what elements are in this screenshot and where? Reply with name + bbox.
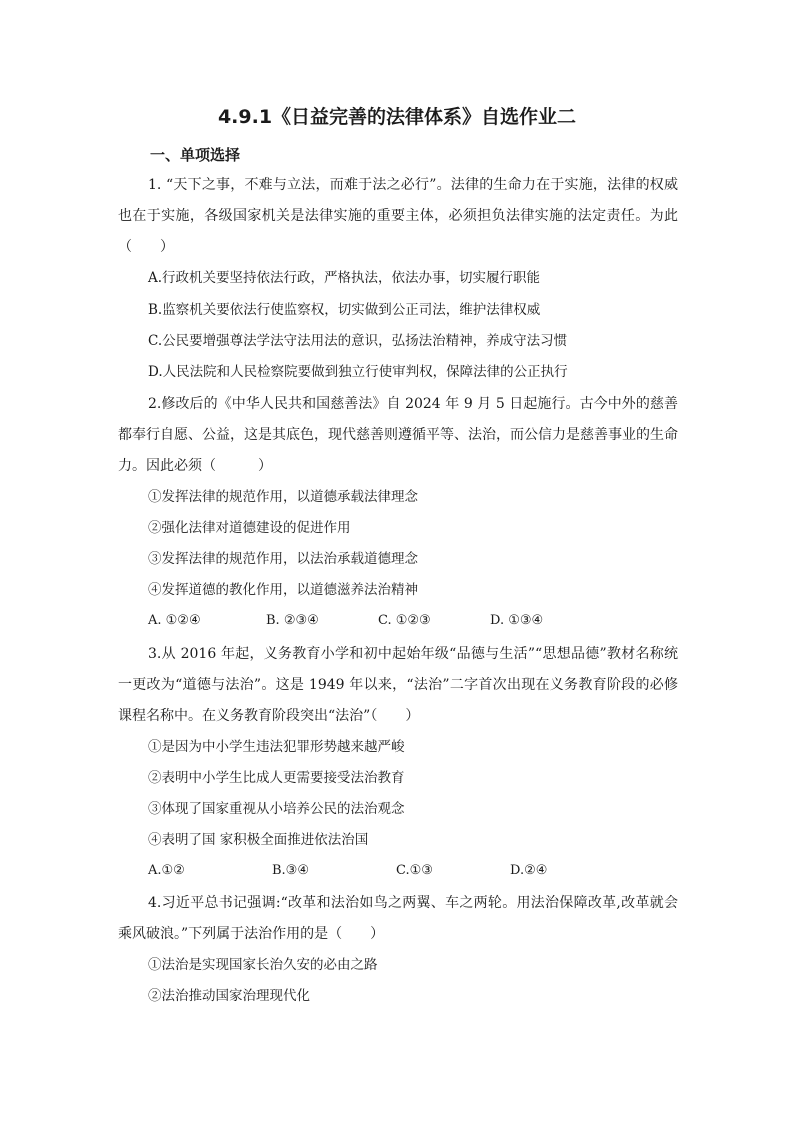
question-2-choice-a: A. ①②④ bbox=[148, 613, 201, 628]
question-2-choice-c: C. ①②③ bbox=[378, 613, 431, 628]
question-4-stem: 4.习近平总书记强调:“改革和法治如鸟之两翼、车之两轮。用法治保障改革,改革就会乘风破浪。”下列属于法治作用的是（ ） bbox=[118, 895, 678, 942]
question-3-stem: 3.从 2016 年起，义务教育小学和初中起始年级“品德与生活”“思想品德”教材名称统一更改为“道德与法治”。这是 1949 年以来，“法治”二字首次出现在义务教育阶段的必修课程名称中。在义务教育阶段突出“法治”（ ） bbox=[118, 646, 678, 724]
section-heading: 一、单项选择 bbox=[150, 146, 241, 164]
question-3-choices bbox=[148, 859, 608, 883]
question-3-statement-1: ①是因为中小学生违法犯罪形势越来越严峻 bbox=[148, 739, 405, 755]
question-2-choice-d: D. ①③④ bbox=[490, 613, 544, 628]
question-2-choice-b: B. ②③④ bbox=[266, 613, 319, 628]
question-1-option-a: A.行政机关要坚持依法行政，严格执法，依法办事，切实履行职能 bbox=[148, 270, 541, 286]
question-1-stem: 1. “天下之事，不难与立法，而难于法之必行”。法律的生命力在于实施，法律的权威也在于实施，各级国家机关是法律实施的重要主体，必须担负法律实施的法定责任。为此（ ） bbox=[118, 177, 678, 255]
question-3-statement-3: ③体现了国家重视从小培养公民的法治观念 bbox=[148, 801, 405, 817]
question-2-choices bbox=[148, 609, 608, 633]
question-2-statement-4: ④发挥道德的教化作用，以道德滋养法治精神 bbox=[148, 582, 418, 598]
question-1 bbox=[118, 170, 678, 263]
question-2-statement-3: ③发挥法律的规范作用，以法治承载道德理念 bbox=[148, 551, 418, 567]
question-4 bbox=[118, 888, 678, 950]
question-1-option-c: C.公民要增强尊法学法守法用法的意识，弘扬法治精神，养成守法习惯 bbox=[148, 333, 568, 349]
document-title: 4.9.1《日益完善的法律体系》自选作业二 bbox=[217, 106, 577, 128]
question-3-choice-c: C.①③ bbox=[396, 863, 433, 878]
question-3-statement-4: ④表明了国 家积极全面推进依法治国 bbox=[148, 832, 369, 848]
question-3-choice-b: B.③④ bbox=[272, 863, 309, 878]
question-3-statement-2: ②表明中小学生比成人更需要接受法治教育 bbox=[148, 770, 405, 786]
question-3 bbox=[118, 639, 678, 732]
question-2-statement-1: ①发挥法律的规范作用，以道德承载法律理念 bbox=[148, 489, 418, 505]
question-4-statement-2: ②法治推动国家治理现代化 bbox=[148, 988, 310, 1004]
question-2 bbox=[118, 389, 678, 482]
question-2-statement-2: ②强化法律对道德建设的促进作用 bbox=[148, 520, 351, 536]
question-1-option-b: B.监察机关要依法行使监察权，切实做到公正司法，维护法律权威 bbox=[148, 302, 541, 318]
question-4-statement-1: ①法治是实现国家长治久安的必由之路 bbox=[148, 957, 378, 973]
question-3-choice-d: D.②④ bbox=[510, 863, 548, 878]
question-2-stem: 2.修改后的《中华人民共和国慈善法》自 2024 年 9 月 5 日起施行。古今中外的慈善都奉行自愿、公益，这是其底色，现代慈善则遵循平等、法治，而公信力是慈善事业的生命力。因此必须（ ） bbox=[118, 396, 678, 474]
question-3-choice-a: A.①② bbox=[148, 863, 185, 878]
question-1-option-d: D.人民法院和人民检察院要做到独立行使审判权，保障法律的公正执行 bbox=[148, 364, 568, 380]
